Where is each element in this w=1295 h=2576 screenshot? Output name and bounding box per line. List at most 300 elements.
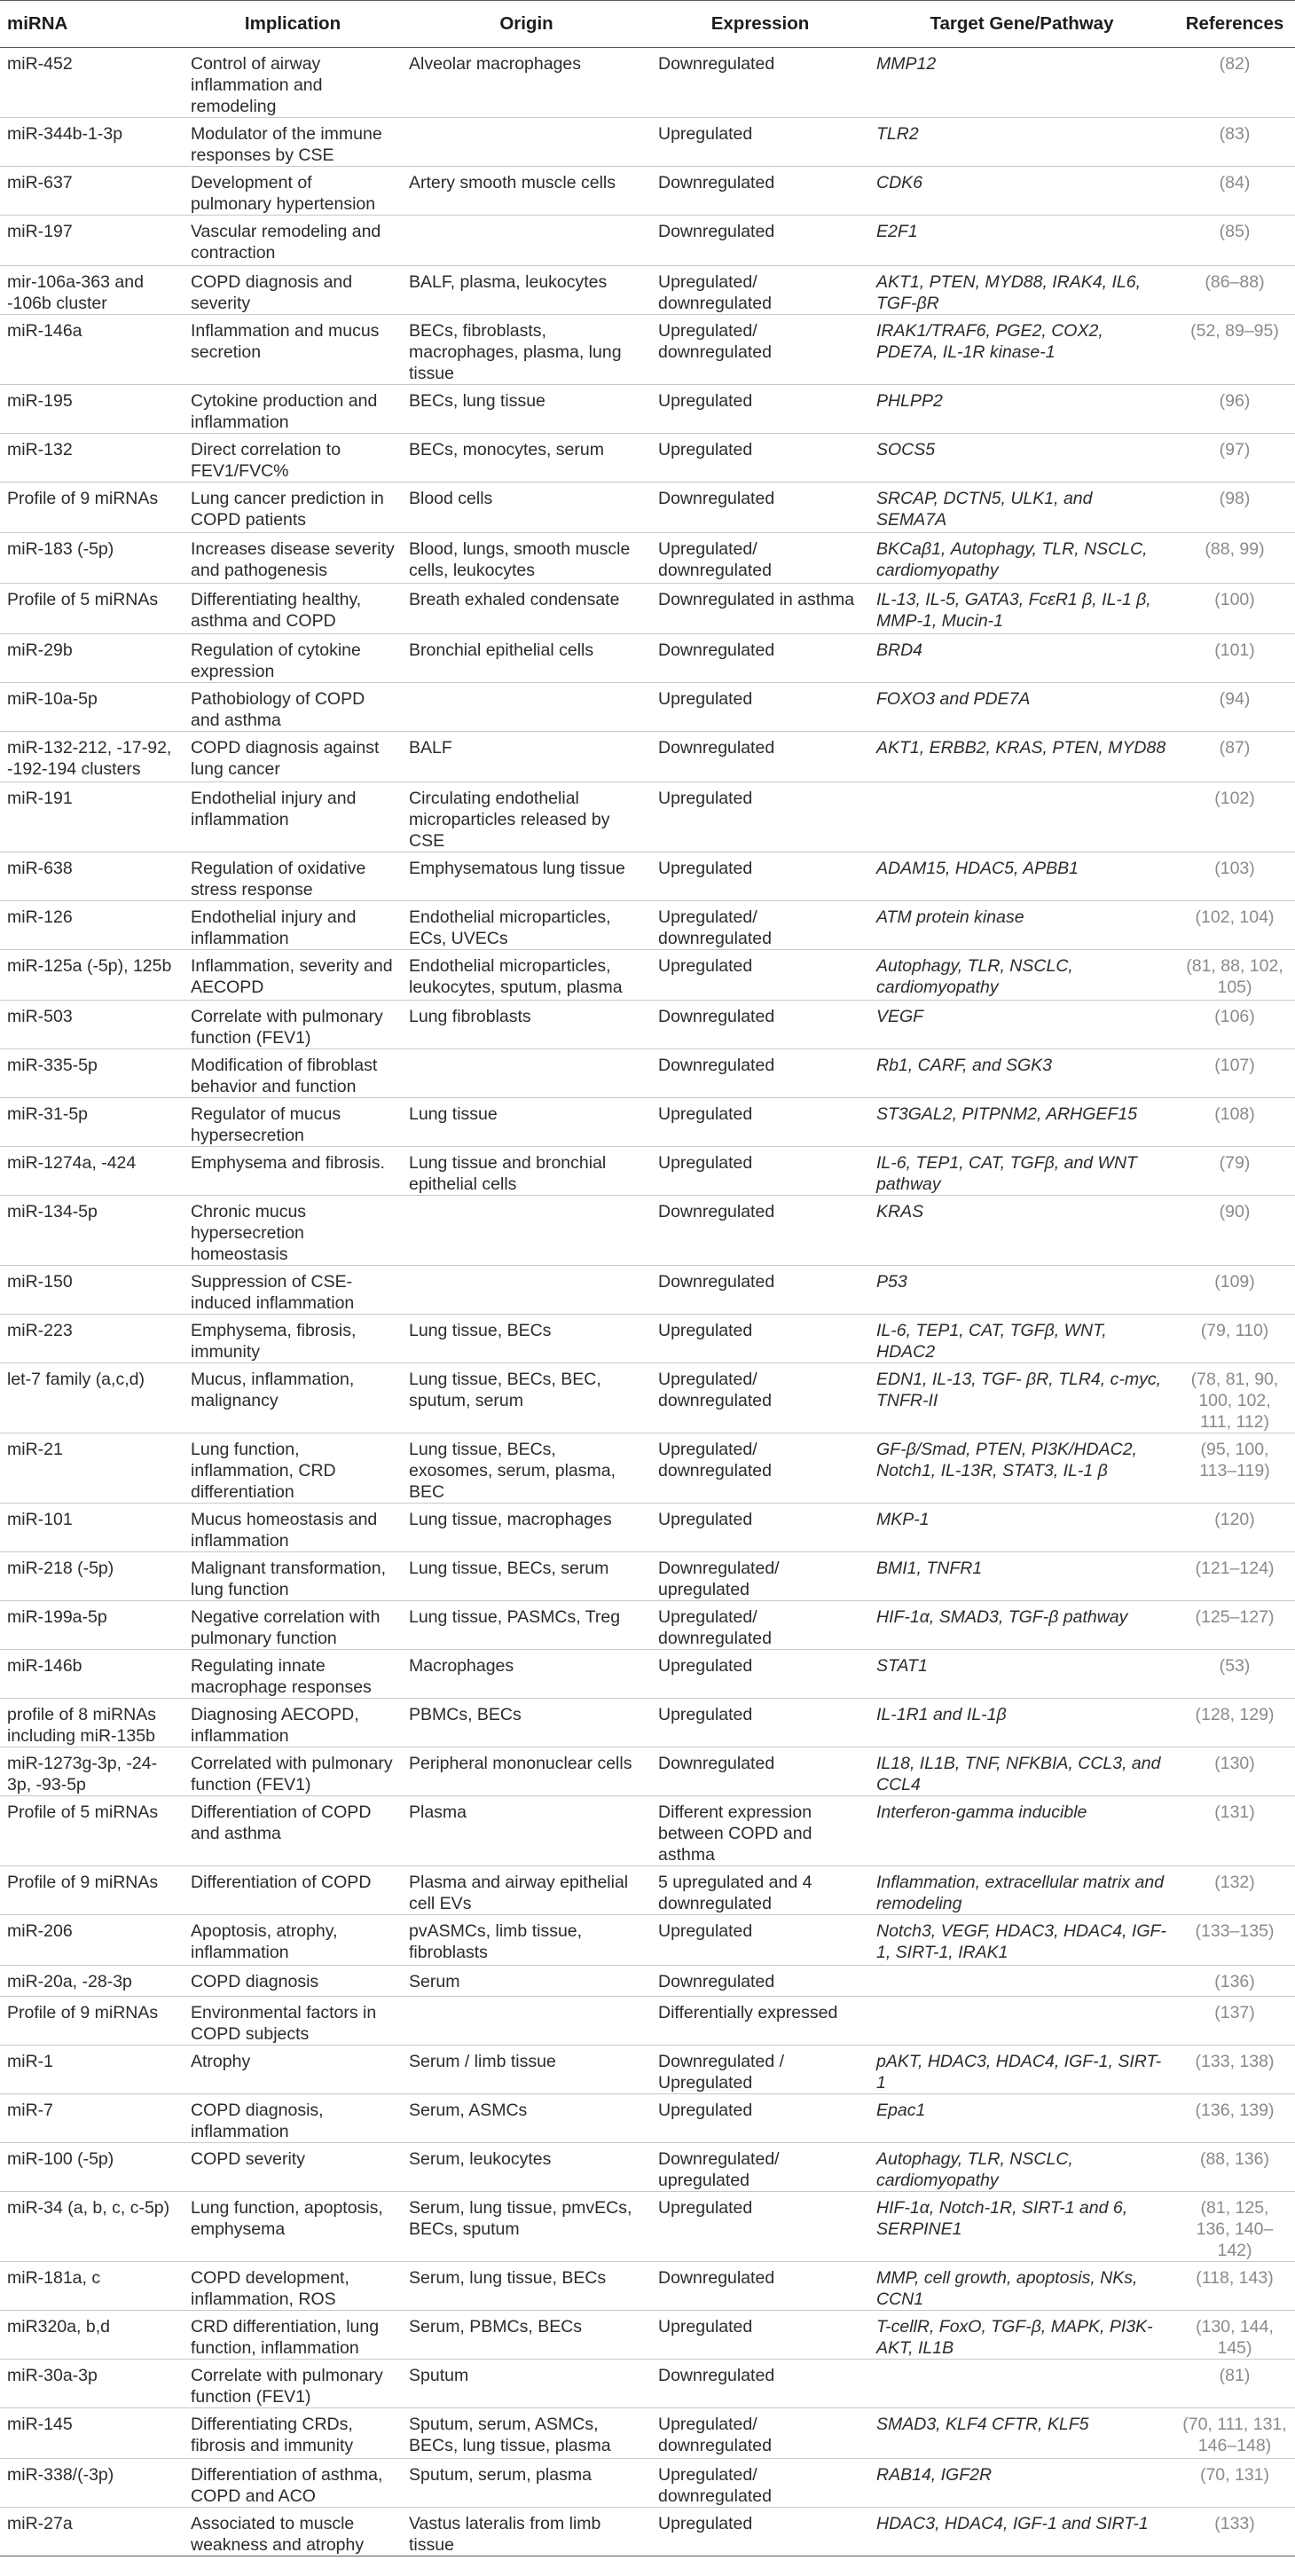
cell-implication: Modulator of the immune responses by CSE <box>184 118 402 167</box>
cell-refs: (88, 136) <box>1174 2143 1295 2192</box>
cell-refs: (130) <box>1174 1747 1295 1796</box>
table-row <box>0 634 1295 683</box>
cell-mirna: miR-29b <box>0 634 184 683</box>
cell-refs: (130, 144, 145) <box>1174 2311 1295 2360</box>
table-row <box>0 2459 1295 2508</box>
cell-origin: Serum <box>402 1966 651 1997</box>
cell-refs: (83) <box>1174 118 1295 167</box>
cell-origin: Lung tissue, macrophages <box>402 1504 651 1552</box>
cell-mirna: miR-637 <box>0 167 184 216</box>
cell-implication: Emphysema, fibrosis, immunity <box>184 1315 402 1363</box>
cell-target: VEGF <box>869 1001 1174 1049</box>
cell-target: HIF-1α, SMAD3, TGF-β pathway <box>869 1601 1174 1650</box>
table-row <box>0 1699 1295 1747</box>
cell-origin: Sputum <box>402 2360 651 2408</box>
cell-refs: (97) <box>1174 434 1295 483</box>
table-row <box>0 1601 1295 1650</box>
cell-expression: Upregulated/ downregulated <box>651 1601 869 1650</box>
cell-expression: Upregulated/ downregulated <box>651 2408 869 2459</box>
cell-expression: Upregulated/ downregulated <box>651 1433 869 1504</box>
cell-mirna: miR-183 (-5p) <box>0 533 184 584</box>
cell-origin: Blood, lungs, smooth muscle cells, leukocytes <box>402 533 651 584</box>
cell-refs: (121–124) <box>1174 1552 1295 1601</box>
cell-refs: (96) <box>1174 385 1295 434</box>
cell-origin: Alveolar macrophages <box>402 48 651 118</box>
table-row <box>0 683 1295 732</box>
cell-implication: Modification of fibroblast behavior and function <box>184 1049 402 1098</box>
cell-target: IL18, IL1B, TNF, NFKBIA, CCL3, and CCL4 <box>869 1747 1174 1796</box>
cell-implication: Emphysema and fibrosis. <box>184 1147 402 1196</box>
cell-target: SRCAP, DCTN5, ULK1, and SEMA7A <box>869 483 1174 533</box>
cell-expression: Downregulated <box>651 483 869 533</box>
cell-origin <box>402 1196 651 1266</box>
cell-implication: Lung function, apoptosis, emphysema <box>184 2192 402 2262</box>
cell-implication: Pathobiology of COPD and asthma <box>184 683 402 732</box>
cell-target: MMP12 <box>869 48 1174 118</box>
cell-expression: Different expression between COPD and asthma <box>651 1796 869 1866</box>
cell-implication: Malignant transformation, lung function <box>184 1552 402 1601</box>
cell-mirna: Profile of 5 miRNAs <box>0 1796 184 1866</box>
cell-expression: Downregulated <box>651 1266 869 1315</box>
table-row <box>0 385 1295 434</box>
cell-implication: Control of airway inflammation and remodeling <box>184 48 402 118</box>
cell-refs: (108) <box>1174 1098 1295 1147</box>
table-row <box>0 2360 1295 2408</box>
cell-implication: COPD diagnosis against lung cancer <box>184 732 402 782</box>
cell-implication: Atrophy <box>184 2046 402 2094</box>
header-implication: Implication <box>184 1 402 48</box>
cell-refs: (133–135) <box>1174 1915 1295 1966</box>
table-row <box>0 1966 1295 1997</box>
cell-origin: Plasma <box>402 1796 651 1866</box>
cell-mirna: miR-218 (-5p) <box>0 1552 184 1601</box>
cell-target: Rb1, CARF, and SGK3 <box>869 1049 1174 1098</box>
cell-mirna: miR-223 <box>0 1315 184 1363</box>
cell-mirna: mir-106a-363 and -106b cluster <box>0 266 184 315</box>
cell-target: BRD4 <box>869 634 1174 683</box>
cell-target: IRAK1/TRAF6, PGE2, COX2, PDE7A, IL-1R kinase-1 <box>869 315 1174 385</box>
table-row <box>0 2094 1295 2143</box>
cell-expression: Upregulated <box>651 118 869 167</box>
table-row <box>0 782 1295 852</box>
cell-target: CDK6 <box>869 167 1174 216</box>
cell-expression: Upregulated/ downregulated <box>651 315 869 385</box>
cell-implication: Negative correlation with pulmonary function <box>184 1601 402 1650</box>
table-row <box>0 2508 1295 2556</box>
cell-expression: Downregulated <box>651 48 869 118</box>
cell-expression: Upregulated <box>651 1147 869 1196</box>
cell-mirna: Profile of 9 miRNAs <box>0 483 184 533</box>
cell-origin <box>402 118 651 167</box>
cell-expression: Downregulated <box>651 634 869 683</box>
cell-target: T-cellR, FoxO, TGF-β, MAPK, PI3K-AKT, IL1B <box>869 2311 1174 2360</box>
cell-refs: (85) <box>1174 216 1295 266</box>
cell-implication: Associated to muscle weakness and atrophy <box>184 2508 402 2556</box>
table-row <box>0 1747 1295 1796</box>
cell-target: RAB14, IGF2R <box>869 2459 1174 2508</box>
table-row <box>0 533 1295 584</box>
cell-refs: (79) <box>1174 1147 1295 1196</box>
table-row <box>0 315 1295 385</box>
cell-refs: (137) <box>1174 1997 1295 2046</box>
cell-mirna: miR-101 <box>0 1504 184 1552</box>
cell-refs: (132) <box>1174 1866 1295 1915</box>
cell-origin: Serum, leukocytes <box>402 2143 651 2192</box>
cell-implication: Regulating innate macrophage responses <box>184 1650 402 1699</box>
cell-implication: Mucus, inflammation, malignancy <box>184 1363 402 1433</box>
table-body <box>0 48 1295 2556</box>
cell-implication: Lung function, inflammation, CRD differentiation <box>184 1433 402 1504</box>
table-row <box>0 1796 1295 1866</box>
cell-origin: BECs, fibroblasts, macrophages, plasma, lung tissue <box>402 315 651 385</box>
table-row <box>0 901 1295 950</box>
cell-origin: Lung tissue, BECs, exosomes, serum, plasma, BEC <box>402 1433 651 1504</box>
cell-refs: (53) <box>1174 1650 1295 1699</box>
table-row <box>0 2408 1295 2459</box>
cell-implication: Vascular remodeling and contraction <box>184 216 402 266</box>
cell-refs: (78, 81, 90, 100, 102, 111, 112) <box>1174 1363 1295 1433</box>
table-row <box>0 2262 1295 2311</box>
cell-mirna: miR-125a (-5p), 125b <box>0 950 184 1001</box>
table-row <box>0 732 1295 782</box>
cell-implication: Lung cancer prediction in COPD patients <box>184 483 402 533</box>
cell-mirna: miR-31-5p <box>0 1098 184 1147</box>
cell-implication: Inflammation, severity and AECOPD <box>184 950 402 1001</box>
cell-implication: Chronic mucus hypersecretion homeostasis <box>184 1196 402 1266</box>
cell-origin: Vastus lateralis from limb tissue <box>402 2508 651 2556</box>
cell-origin: Serum, ASMCs <box>402 2094 651 2143</box>
cell-refs: (128, 129) <box>1174 1699 1295 1747</box>
cell-refs: (95, 100, 113–119) <box>1174 1433 1295 1504</box>
table-row <box>0 2046 1295 2094</box>
cell-expression: Upregulated <box>651 1915 869 1966</box>
cell-implication: COPD diagnosis <box>184 1966 402 1997</box>
cell-origin: Macrophages <box>402 1650 651 1699</box>
table-row <box>0 1866 1295 1915</box>
cell-refs: (81) <box>1174 2360 1295 2408</box>
cell-refs: (107) <box>1174 1049 1295 1098</box>
cell-origin: Lung fibroblasts <box>402 1001 651 1049</box>
cell-implication: Endothelial injury and inflammation <box>184 782 402 852</box>
cell-expression: Differentially expressed <box>651 1997 869 2046</box>
table-row <box>0 1147 1295 1196</box>
cell-implication: Mucus homeostasis and inflammation <box>184 1504 402 1552</box>
cell-implication: Direct correlation to FEV1/FVC% <box>184 434 402 483</box>
cell-mirna: miR-20a, -28-3p <box>0 1966 184 1997</box>
cell-mirna: miR-10a-5p <box>0 683 184 732</box>
cell-refs: (81, 88, 102, 105) <box>1174 950 1295 1001</box>
table-row <box>0 1552 1295 1601</box>
table-row <box>0 483 1295 533</box>
cell-target: pAKT, HDAC3, HDAC4, IGF-1, SIRT-1 <box>869 2046 1174 2094</box>
cell-expression: Upregulated <box>651 2192 869 2262</box>
cell-refs: (86–88) <box>1174 266 1295 315</box>
cell-implication: Increases disease severity and pathogenesis <box>184 533 402 584</box>
cell-mirna: miR-145 <box>0 2408 184 2459</box>
table-row <box>0 1504 1295 1552</box>
cell-target: ATM protein kinase <box>869 901 1174 950</box>
cell-refs: (106) <box>1174 1001 1295 1049</box>
header-origin: Origin <box>402 1 651 48</box>
cell-target: SOCS5 <box>869 434 1174 483</box>
cell-refs: (70, 131) <box>1174 2459 1295 2508</box>
cell-mirna: miR-503 <box>0 1001 184 1049</box>
table-row <box>0 48 1295 118</box>
cell-origin: Sputum, serum, ASMCs, BECs, lung tissue, plasma <box>402 2408 651 2459</box>
cell-origin: BECs, monocytes, serum <box>402 434 651 483</box>
cell-mirna: miR-134-5p <box>0 1196 184 1266</box>
cell-mirna: Profile of 9 miRNAs <box>0 1866 184 1915</box>
cell-implication: Regulation of oxidative stress response <box>184 852 402 901</box>
cell-implication: Diagnosing AECOPD, inflammation <box>184 1699 402 1747</box>
table-row <box>0 167 1295 216</box>
cell-refs: (133) <box>1174 2508 1295 2556</box>
cell-origin <box>402 216 651 266</box>
cell-expression: Downregulated / Upregulated <box>651 2046 869 2094</box>
cell-expression: Upregulated <box>651 385 869 434</box>
cell-target: BMI1, TNFR1 <box>869 1552 1174 1601</box>
cell-expression: Upregulated <box>651 950 869 1001</box>
cell-refs: (81, 125, 136, 140–142) <box>1174 2192 1295 2262</box>
cell-expression: 5 upregulated and 4 downregulated <box>651 1866 869 1915</box>
cell-target: FOXO3 and PDE7A <box>869 683 1174 732</box>
cell-expression: Upregulated <box>651 434 869 483</box>
cell-origin: Serum, lung tissue, pmvECs, BECs, sputum <box>402 2192 651 2262</box>
table-row <box>0 1363 1295 1433</box>
cell-mirna: miR-150 <box>0 1266 184 1315</box>
cell-mirna: profile of 8 miRNAs including miR-135b <box>0 1699 184 1747</box>
table-row <box>0 2192 1295 2262</box>
cell-implication: Suppression of CSE-induced inflammation <box>184 1266 402 1315</box>
cell-origin: Endothelial microparticles, ECs, UVECs <box>402 901 651 950</box>
cell-refs: (131) <box>1174 1796 1295 1866</box>
header-expression: Expression <box>651 1 869 48</box>
cell-expression: Upregulated/ downregulated <box>651 1363 869 1433</box>
cell-origin <box>402 1049 651 1098</box>
cell-refs: (101) <box>1174 634 1295 683</box>
cell-target: Autophagy, TLR, NSCLC, cardiomyopathy <box>869 950 1174 1001</box>
cell-refs: (100) <box>1174 584 1295 634</box>
cell-target: IL-6, TEP1, CAT, TGFβ, WNT, HDAC2 <box>869 1315 1174 1363</box>
cell-mirna: miR-344b-1-3p <box>0 118 184 167</box>
cell-expression: Downregulated <box>651 2360 869 2408</box>
cell-origin: PBMCs, BECs <box>402 1699 651 1747</box>
cell-refs: (70, 111, 131, 146–148) <box>1174 2408 1295 2459</box>
table-header <box>0 1 1295 48</box>
cell-expression: Downregulated <box>651 2262 869 2311</box>
cell-refs: (136) <box>1174 1966 1295 1997</box>
cell-target: MKP-1 <box>869 1504 1174 1552</box>
cell-mirna: miR-452 <box>0 48 184 118</box>
cell-origin: pvASMCs, limb tissue, fibroblasts <box>402 1915 651 1966</box>
cell-origin: Serum, PBMCs, BECs <box>402 2311 651 2360</box>
cell-refs: (133, 138) <box>1174 2046 1295 2094</box>
cell-target <box>869 1966 1174 1997</box>
cell-origin: BECs, lung tissue <box>402 385 651 434</box>
cell-mirna: miR-1274a, -424 <box>0 1147 184 1196</box>
header-target: Target Gene/Pathway <box>869 1 1174 48</box>
cell-expression: Upregulated <box>651 852 869 901</box>
cell-target: Autophagy, TLR, NSCLC, cardiomyopathy <box>869 2143 1174 2192</box>
table-row <box>0 1049 1295 1098</box>
cell-expression: Upregulated <box>651 683 869 732</box>
table-row <box>0 2143 1295 2192</box>
cell-expression: Downregulated <box>651 167 869 216</box>
cell-target <box>869 782 1174 852</box>
cell-expression: Downregulated <box>651 1747 869 1796</box>
cell-refs: (118, 143) <box>1174 2262 1295 2311</box>
cell-implication: COPD diagnosis, inflammation <box>184 2094 402 2143</box>
cell-mirna: miR-146b <box>0 1650 184 1699</box>
cell-implication: COPD severity <box>184 2143 402 2192</box>
cell-expression: Downregulated <box>651 1001 869 1049</box>
cell-expression: Upregulated <box>651 1650 869 1699</box>
cell-target: P53 <box>869 1266 1174 1315</box>
cell-target <box>869 2360 1174 2408</box>
cell-mirna: miR-197 <box>0 216 184 266</box>
table-row <box>0 950 1295 1001</box>
cell-implication: Regulator of mucus hypersecretion <box>184 1098 402 1147</box>
cell-target: ADAM15, HDAC5, APBB1 <box>869 852 1174 901</box>
cell-refs: (103) <box>1174 852 1295 901</box>
cell-implication: Differentiation of COPD <box>184 1866 402 1915</box>
table-row <box>0 216 1295 266</box>
cell-origin: Lung tissue, BECs <box>402 1315 651 1363</box>
header-references: References <box>1174 1 1295 48</box>
cell-implication: COPD development, inflammation, ROS <box>184 2262 402 2311</box>
cell-target: TLR2 <box>869 118 1174 167</box>
table-row <box>0 434 1295 483</box>
cell-mirna: miR-100 (-5p) <box>0 2143 184 2192</box>
table-row <box>0 584 1295 634</box>
cell-origin: Sputum, serum, plasma <box>402 2459 651 2508</box>
cell-target: HIF-1α, Notch-1R, SIRT-1 and 6, SERPINE1 <box>869 2192 1174 2262</box>
cell-target: Inflammation, extracellular matrix and remodeling <box>869 1866 1174 1915</box>
header-row <box>0 1 1295 48</box>
cell-refs: (136, 139) <box>1174 2094 1295 2143</box>
cell-implication: Apoptosis, atrophy, inflammation <box>184 1915 402 1966</box>
cell-mirna: miR-206 <box>0 1915 184 1966</box>
cell-target: Notch3, VEGF, HDAC3, HDAC4, IGF-1, SIRT-1, IRAK1 <box>869 1915 1174 1966</box>
cell-implication: Correlated with pulmonary function (FEV1) <box>184 1747 402 1796</box>
cell-implication: Differentiation of asthma, COPD and ACO <box>184 2459 402 2508</box>
cell-expression: Upregulated <box>651 2094 869 2143</box>
cell-mirna: miR-335-5p <box>0 1049 184 1098</box>
cell-target: HDAC3, HDAC4, IGF-1 and SIRT-1 <box>869 2508 1174 2556</box>
cell-target: Epac1 <box>869 2094 1174 2143</box>
cell-target: E2F1 <box>869 216 1174 266</box>
cell-target: Interferon-gamma inducible <box>869 1796 1174 1866</box>
cell-origin: BALF, plasma, leukocytes <box>402 266 651 315</box>
cell-target: PHLPP2 <box>869 385 1174 434</box>
cell-origin <box>402 683 651 732</box>
cell-mirna: miR-195 <box>0 385 184 434</box>
cell-expression: Upregulated <box>651 2508 869 2556</box>
table-row <box>0 1266 1295 1315</box>
cell-target: KRAS <box>869 1196 1174 1266</box>
cell-origin: Endothelial microparticles, leukocytes, sputum, plasma <box>402 950 651 1001</box>
table-row <box>0 118 1295 167</box>
table-row <box>0 1196 1295 1266</box>
cell-mirna: miR-132 <box>0 434 184 483</box>
table-row <box>0 852 1295 901</box>
cell-origin: Bronchial epithelial cells <box>402 634 651 683</box>
cell-target: IL-6, TEP1, CAT, TGFβ, and WNT pathway <box>869 1147 1174 1196</box>
cell-expression: Upregulated/ downregulated <box>651 901 869 950</box>
cell-mirna: let-7 family (a,c,d) <box>0 1363 184 1433</box>
cell-implication: Correlate with pulmonary function (FEV1) <box>184 1001 402 1049</box>
cell-mirna: Profile of 9 miRNAs <box>0 1997 184 2046</box>
table-row <box>0 1650 1295 1699</box>
cell-implication: Inflammation and mucus secretion <box>184 315 402 385</box>
cell-target: MMP, cell growth, apoptosis, NKs, CCN1 <box>869 2262 1174 2311</box>
cell-implication: Environmental factors in COPD subjects <box>184 1997 402 2046</box>
cell-expression: Upregulated/ downregulated <box>651 533 869 584</box>
table-row <box>0 1997 1295 2046</box>
cell-origin: Peripheral mononuclear cells <box>402 1747 651 1796</box>
cell-implication: Differentiation of COPD and asthma <box>184 1796 402 1866</box>
cell-implication: Differentiating healthy, asthma and COPD <box>184 584 402 634</box>
cell-refs: (102) <box>1174 782 1295 852</box>
cell-expression: Downregulated <box>651 1049 869 1098</box>
table-row <box>0 266 1295 315</box>
table-row <box>0 2311 1295 2360</box>
cell-mirna: miR-21 <box>0 1433 184 1504</box>
table-row <box>0 1433 1295 1504</box>
cell-expression: Upregulated/ downregulated <box>651 2459 869 2508</box>
cell-refs: (109) <box>1174 1266 1295 1315</box>
cell-refs: (84) <box>1174 167 1295 216</box>
table-row <box>0 1315 1295 1363</box>
table-row <box>0 1098 1295 1147</box>
table-row <box>0 1001 1295 1049</box>
cell-origin: Breath exhaled condensate <box>402 584 651 634</box>
cell-expression: Downregulated <box>651 1966 869 1997</box>
cell-implication: CRD differentiation, lung function, inflammation <box>184 2311 402 2360</box>
cell-implication: Cytokine production and inflammation <box>184 385 402 434</box>
cell-implication: Differentiating CRDs, fibrosis and immunity <box>184 2408 402 2459</box>
cell-expression: Downregulated/ upregulated <box>651 1552 869 1601</box>
cell-refs: (79, 110) <box>1174 1315 1295 1363</box>
cell-mirna: miR-1 <box>0 2046 184 2094</box>
cell-mirna: miR-132-212, -17-92, -192-194 clusters <box>0 732 184 782</box>
cell-mirna: miR-338/(-3p) <box>0 2459 184 2508</box>
cell-origin: Lung tissue, PASMCs, Treg <box>402 1601 651 1650</box>
cell-refs: (94) <box>1174 683 1295 732</box>
cell-expression: Downregulated <box>651 1196 869 1266</box>
cell-target: STAT1 <box>869 1650 1174 1699</box>
cell-target: BKCaβ1, Autophagy, TLR, NSCLC, cardiomyopathy <box>869 533 1174 584</box>
cell-mirna: miR320a, b,d <box>0 2311 184 2360</box>
cell-mirna: miR-34 (a, b, c, c-5p) <box>0 2192 184 2262</box>
cell-implication: Correlate with pulmonary function (FEV1) <box>184 2360 402 2408</box>
cell-mirna: miR-181a, c <box>0 2262 184 2311</box>
cell-origin: Serum, lung tissue, BECs <box>402 2262 651 2311</box>
cell-expression: Downregulated <box>651 216 869 266</box>
cell-origin: Blood cells <box>402 483 651 533</box>
cell-mirna: miR-1273g-3p, -24-3p, -93-5p <box>0 1747 184 1796</box>
table-row <box>0 1915 1295 1966</box>
cell-mirna: Profile of 5 miRNAs <box>0 584 184 634</box>
cell-mirna: miR-27a <box>0 2508 184 2556</box>
cell-target: SMAD3, KLF4 CFTR, KLF5 <box>869 2408 1174 2459</box>
cell-origin: Artery smooth muscle cells <box>402 167 651 216</box>
cell-implication: Development of pulmonary hypertension <box>184 167 402 216</box>
cell-refs: (90) <box>1174 1196 1295 1266</box>
cell-origin: Lung tissue <box>402 1098 651 1147</box>
cell-origin: Serum / limb tissue <box>402 2046 651 2094</box>
cell-expression: Upregulated <box>651 2311 869 2360</box>
